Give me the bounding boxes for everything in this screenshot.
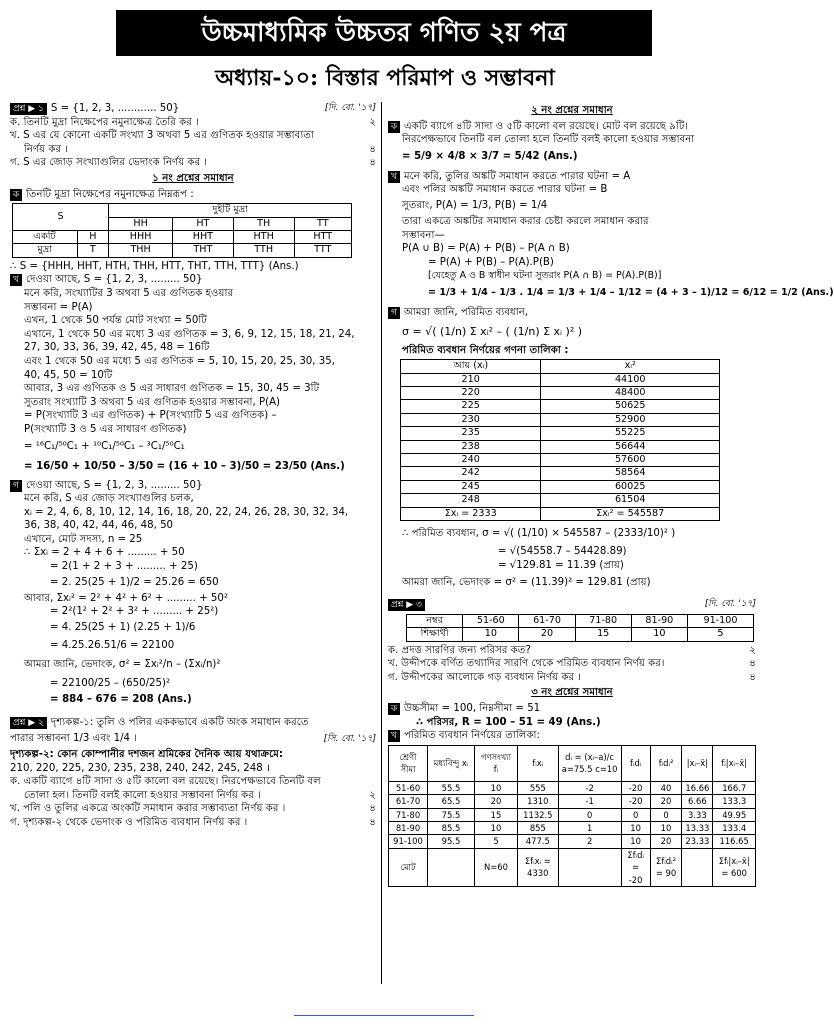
text-value: 855 <box>518 821 559 834</box>
text-value: ক. প্রদত্ত সারণির জন্য পরিসর কত? <box>388 644 531 656</box>
question-tag: প্রশ্ন ▶ ২ <box>10 717 47 729</box>
text-value: 60025 <box>541 480 720 493</box>
question-1-part-c <box>10 156 376 170</box>
question-2-part-a-cont <box>10 789 376 803</box>
text-value: মনে করি, তুলির অঙ্কটি সমাধান করতে পারার ঘটনা = A <box>404 170 631 182</box>
board-source: [সি. বো. '১৭] <box>323 734 376 745</box>
question-2-scenario-2: দৃশ্যকল্প-২: কোন কোম্পানীর দশজন শ্রমিকের দৈনিক আয় যথাক্রমে: <box>10 749 283 761</box>
text-value: 235 <box>401 427 541 440</box>
text-value: দেওয়া আছে, S = {1, 2, 3, ......... 50} <box>26 479 203 491</box>
text-value: fᵢxᵢ <box>518 745 559 781</box>
text-value: গ. S এর জোড় সংখ্যাগুলির ভেদাংক নির্ণয় কর । <box>10 157 208 169</box>
text-value: শিক্ষার্থী <box>407 628 463 641</box>
variance-result: আমরা জানি, ভেদাংক = σ² = (11.39)² = 129.81 (প্রায়) <box>402 577 651 589</box>
text-value: HHH <box>109 230 173 243</box>
text-value: HTT <box>294 230 351 243</box>
text-value: 133.3 <box>713 795 756 808</box>
text-value: Σfᵢxᵢ = 4330 <box>518 848 559 886</box>
text-value: একটি <box>13 230 78 243</box>
part-marker: গ <box>388 307 400 319</box>
solution-1b-line: P(সংখ্যাটি 3 ও 5 এর সাধারণ গুণিতক) <box>24 423 187 435</box>
solution-1c-line: এখানে, মোট সদস্য, n = 25 <box>24 533 143 545</box>
text-value: গ. দৃশ্যকল্প-২ থেকে ভেদাংক ও পরিমিত ব্যবধান নির্ণয় কর । <box>10 817 248 828</box>
text-value: 245 <box>401 480 541 493</box>
solution-1c-line: মনে করি, S এর জোড় সংখ্যাগুলির চলক, <box>24 493 194 505</box>
solution-1c-line: = 22100/25 – (650/25)² <box>50 677 171 689</box>
text-value: 13.33 <box>682 821 713 834</box>
question-1-stem <box>10 102 376 116</box>
text-value: দেওয়া আছে, S = {1, 2, 3, ......... 50} <box>26 274 203 286</box>
board-source: [দি. বো. '১৭] <box>324 103 376 113</box>
solution-1c-line: ∴ Σxᵢ = 2 + 4 + 6 + ......... + 50 <box>24 547 185 559</box>
solution-1c-line <box>10 479 376 493</box>
text-value: 55225 <box>541 427 720 440</box>
question-tag: প্রশ্ন ▶ ৩ <box>388 599 425 611</box>
text-value: ৪ <box>369 803 376 815</box>
text-value: পরিমিত ব্যবধান নির্ণয়ের তালিকা: <box>404 730 540 742</box>
text-value: শ্রেণী সীমা <box>389 745 428 781</box>
solution-1b-line: 40, 45, 50 = 10টি <box>24 369 113 381</box>
sd-calc-line: ∴ পরিমিত ব্যবধান, σ = √( (1/10) × 545587 – (2333/10)² ) <box>402 528 676 539</box>
text-value: Σfᵢdᵢ² = 90 <box>650 848 682 886</box>
text-value: নম্বর <box>407 614 463 627</box>
text-value: 133.4 <box>713 821 756 834</box>
text-value: 20 <box>519 628 575 641</box>
solution-1b-line: 27, 30, 33, 36, 39, 42, 45, 48 = 16টি <box>24 342 210 354</box>
text-value: 16.66 <box>682 781 713 794</box>
text-value: HH <box>109 217 173 230</box>
solution-1c-answer: = 884 – 676 = 208 (Ans.) <box>50 693 192 705</box>
text-value: 50625 <box>541 400 720 413</box>
text-value: 56644 <box>541 440 720 453</box>
text-value: 242 <box>401 467 541 480</box>
solution-2b-line: [যেহেতু A ও B স্বাধীন ঘটনা সুতরাং P(A ∩ B) = P(A).P(B)] <box>428 270 662 282</box>
solution-2b-line: সুতরাং, P(A) = 1/3, P(B) = 1/4 <box>402 199 548 211</box>
question-2-part-a: ক. একটি ব্যাগে ৪টি সাদা ও ৫টি কালো বল রয়েছে। নিরপেক্ষভাবে তিনটি বল <box>10 776 321 788</box>
text-value: HHT <box>173 230 234 243</box>
solution-1b-line <box>10 273 376 287</box>
solution-1b-line: এখন, 1 থেকে 50 পর্যন্ত মোট সংখ্যা = 50টি <box>24 315 207 327</box>
solution-1b-line: = P(সংখ্যাটি 3 এর গুণিতক) + P(সংখ্যাটি 5 এর গুণিতক) – <box>24 410 277 422</box>
text-value: 52900 <box>541 413 720 426</box>
solution-1b-line: সম্ভাবনা = P(A) <box>24 301 93 313</box>
text-value: 10 <box>475 821 518 834</box>
text-value: Σxᵢ = 2333 <box>401 507 541 520</box>
text-value: H <box>77 230 109 243</box>
text-value: 91-100 <box>687 614 753 627</box>
solution-3a-line <box>388 702 756 716</box>
text-value: 6.66 <box>682 795 713 808</box>
solution-2b-line: P(A ∪ B) = P(A) + P(B) – P(A ∩ B) <box>402 243 570 255</box>
text-value: ২ <box>749 644 756 656</box>
text-value: HTH <box>233 230 294 243</box>
text-value: 20 <box>650 835 682 848</box>
text-value: 3.33 <box>682 808 713 821</box>
text-value: TT <box>294 217 351 230</box>
text-value: -1 <box>558 795 621 808</box>
text-value: 225 <box>401 400 541 413</box>
text-value: 210 <box>401 373 541 386</box>
solution-2b-line: = P(A) + P(B) – P(A).P(B) <box>428 256 554 268</box>
text-value: 0 <box>650 808 682 821</box>
solution-1c-line: আমরা জানি, ভেদাংক, σ² = Σxᵢ²/n – (Σxᵢ/n)² <box>24 658 221 670</box>
question-2-part-c <box>10 816 376 830</box>
text-value: 248 <box>401 494 541 507</box>
text-value: ক. তিনটি মুদ্রা নিক্ষেপের নমুনাক্ষেত্র তৈরি কর । <box>10 116 199 128</box>
text-value: তোলা হল। তিনটি বলই কালো হওয়ার সম্ভাবনা নির্ণয় কর । <box>24 789 261 801</box>
text-value: পারার সম্ভাবনা 1/3 এবং 1/4 । <box>10 733 137 745</box>
question-3-part-c <box>388 671 756 685</box>
column-divider <box>381 102 382 984</box>
solution-2a-line: নিরপেক্ষভাবে তিনটি বল তোলা হলে তিনটি বলই কালো হওয়ার সম্ভাবনা <box>402 134 695 146</box>
solution-1b-line: এখানে, 1 থেকে 50 এর মধ্যে 3 এর গুণিতক = 3, 6, 9, 12, 15, 18, 21, 24, <box>24 328 355 340</box>
text-value: |xᵢ–x̄| <box>682 745 713 781</box>
text-value: 57600 <box>541 453 720 466</box>
text-value: fᵢdᵢ² <box>650 745 682 781</box>
question-2-incomes: 210, 220, 225, 230, 235, 238, 240, 242, 245, 248 । <box>10 762 270 774</box>
text-value: ৪ <box>749 671 756 683</box>
question-3-part-a <box>388 644 756 658</box>
text-value: 51-60 <box>389 781 428 794</box>
text-value <box>558 848 621 886</box>
part-marker: ক <box>388 703 400 715</box>
text-value: তিনটি মুদ্রা নিক্ষেপের নমুনাক্ষেত্র নিম্নরূপ : <box>26 188 194 200</box>
text-value: 48400 <box>541 386 720 399</box>
solution-1c-line: = 2. 25(25 + 1)/2 = 25.26 = 650 <box>50 576 219 588</box>
text-value: গ. উদ্দীপকের আলোকে গড় ব্যবধান নির্ণয় কর । <box>388 671 581 683</box>
text-value: 85.5 <box>428 821 475 834</box>
solution-2a-answer: = 5/9 × 4/8 × 3/7 = 5/42 (Ans.) <box>402 150 578 162</box>
text-value: 1 <box>558 821 621 834</box>
text-value: -20 <box>621 781 650 794</box>
solution-1b-line: আবার, 3 এর গুণিতক ও 5 এর সাধারণ গুণিতক = 15, 30, 45 = 3টি <box>24 383 320 395</box>
text-value: TTH <box>233 244 294 257</box>
text-value: TTT <box>294 244 351 257</box>
part-marker: ক <box>10 189 22 201</box>
text-value: 20 <box>475 795 518 808</box>
text-value: উচ্চসীমা = 100, নিম্নসীমা = 51 <box>404 702 541 714</box>
sd-calc-line: = √129.81 = 11.39 (প্রায়) <box>498 559 624 571</box>
question-tag: প্রশ্ন ▶ ১ <box>10 103 47 115</box>
text-value: 10 <box>631 628 687 641</box>
text-value: 5 <box>475 835 518 848</box>
solution-1c-line: আবার, Σxᵢ² = 2² + 4² + 6² + ......... + 50² <box>24 592 228 604</box>
text-value: 230 <box>401 413 541 426</box>
text-value: dᵢ = (xᵢ–a)/c a=75.5 c=10 <box>558 745 621 781</box>
text-value: 49.95 <box>713 808 756 821</box>
text-value: fᵢdᵢ <box>621 745 650 781</box>
text-value: মোট <box>389 848 428 886</box>
text-value: 71-80 <box>389 808 428 821</box>
text-value: S <box>13 204 109 231</box>
solution-2b-line: সম্ভাবনা— <box>402 229 445 241</box>
text-value: 61-70 <box>389 795 428 808</box>
question-2-scenario-1 <box>10 716 376 730</box>
solution-1c-line: 36, 38, 40, 42, 44, 46, 48, 50 <box>24 520 174 532</box>
sample-space-table <box>12 203 352 258</box>
text-value: 58564 <box>541 467 720 480</box>
question-2-part-b <box>10 802 376 816</box>
marks-frequency-table <box>406 614 754 642</box>
text-value: খ. পলি ও তুলির একত্রে অংকটি সমাধান করার সম্ভাব্যতা নির্ণয় কর । <box>10 803 286 815</box>
text-value: 10 <box>621 821 650 834</box>
solution-2b-answer: = 1/3 + 1/4 – 1/3 . 1/4 = 1/3 + 1/4 – 1/12 = (4 + 3 – 1)/12 = 6/12 = 1/2 (Ans.) <box>428 286 834 298</box>
solution-1a-intro <box>10 188 376 202</box>
solution-1b-line: মনে করি, সংখ্যাটির 3 অথবা 5 এর গুণিতক হওয়ার <box>24 287 234 299</box>
text-value: THT <box>173 244 234 257</box>
text-value: T <box>77 244 109 257</box>
text-value: ২ <box>369 789 376 801</box>
text-value: 15 <box>475 808 518 821</box>
text-value: আয় (xᵢ) <box>401 360 541 373</box>
text-value: 81-90 <box>389 821 428 834</box>
text-value: 44100 <box>541 373 720 386</box>
text-value: 55.5 <box>428 781 475 794</box>
book-title-banner: উচ্চমাধ্যমিক উচ্চতর গণিত ২য় পত্র <box>116 10 652 56</box>
text-value: 20 <box>650 795 682 808</box>
text-value: fᵢ|xᵢ–x̄| <box>713 745 756 781</box>
part-marker: খ <box>388 171 400 183</box>
text-value: HT <box>173 217 234 230</box>
text-value <box>428 848 475 886</box>
grouped-sd-table <box>388 745 756 887</box>
solution-1b-line: সুতরাং সংখ্যাটি 3 অথবা 5 এর গুণিতক হওয়ার সম্ভাবনা, P(A) <box>24 396 281 408</box>
text-value: Σxᵢ² = 545587 <box>541 507 720 520</box>
text-value: দৃশ্যকল্প-১: তুলি ও পলির এককভাবে একটি অংক সমাধান করতে <box>50 717 309 729</box>
text-value: 1310 <box>518 795 559 808</box>
solution-2-heading: ২ নং প্রশ্নের সমাধান <box>531 105 613 116</box>
text-value: নির্ণয় কর । <box>24 143 69 155</box>
solution-1c-line: = 4. 25(25 + 1) (2.25 + 1)/6 <box>50 621 196 633</box>
text-value: দুইটি মুদ্রা <box>109 204 352 217</box>
question-1-part-a <box>10 116 376 130</box>
sd-calc-line: = √(54558.7 – 54428.89) <box>498 546 627 557</box>
solution-1c-line: = 2²(1² + 2² + 3² + ......... + 25²) <box>50 606 219 618</box>
text-value: ৪ <box>369 157 376 169</box>
text-value <box>682 848 713 886</box>
solution-1c-line: = 2(1 + 2 + 3 + ......... + 25) <box>50 561 198 573</box>
text-value: Σfᵢ|xᵢ–x̄| = 600 <box>713 848 756 886</box>
text-value: মধ্যবিন্দু xᵢ <box>428 745 475 781</box>
text-value: 65.5 <box>428 795 475 808</box>
text-value: 2 <box>558 835 621 848</box>
chapter-title: অধ্যায়-১০: বিস্তার পরিমাপ ও সম্ভাবনা <box>215 65 555 91</box>
text-value: 10 <box>621 835 650 848</box>
text-value: 555 <box>518 781 559 794</box>
text-value: 0 <box>621 808 650 821</box>
sd-calc-table <box>400 359 720 521</box>
text-value: -20 <box>621 795 650 808</box>
solution-2c-line <box>388 306 756 320</box>
left-column <box>10 102 376 830</box>
text-value: 166.7 <box>713 781 756 794</box>
solution-1b-line: = ¹⁶C₁/⁵⁰C₁ + ¹⁰C₁/⁵⁰C₁ – ³C₁/⁵⁰C₁ <box>24 440 185 452</box>
question-3-part-b <box>388 657 756 671</box>
part-marker: ক <box>388 121 400 133</box>
solution-2b-line <box>388 170 756 184</box>
text-value: 0 <box>558 808 621 821</box>
text-value: TH <box>233 217 294 230</box>
question-1-part-b <box>10 129 376 143</box>
solution-3-heading: ৩ নং প্রশ্নের সমাধান <box>531 687 613 699</box>
text-value: xᵢ² <box>541 360 720 373</box>
text-value: 116.65 <box>713 835 756 848</box>
text-value: S = {1, 2, 3, ............ 50} <box>50 103 180 114</box>
text-value: 15 <box>575 628 631 641</box>
solution-3b-title <box>388 729 756 743</box>
text-value: গণসংখ্যা fᵢ <box>475 745 518 781</box>
solution-2a-line <box>388 120 756 134</box>
solution-1a-answer: ∴ S = {HHH, HHT, HTH, THH, HTT, THT, TTH, TTT} (Ans.) <box>10 260 299 272</box>
solution-1b-answer: = 16/50 + 10/50 – 3/50 = (16 + 10 – 3)/50 = 23/50 (Ans.) <box>24 460 345 472</box>
text-value: 91-100 <box>389 835 428 848</box>
text-value: 1132.5 <box>518 808 559 821</box>
part-marker: খ <box>10 274 22 286</box>
solution-2b-line: এবং পলির অঙ্কটি সমাধান করতে পারার ঘটনা = B <box>402 184 608 196</box>
solution-1b-line: এবং 1 থেকে 50 এর মধ্যে 5 এর গুণিতক = 5, 10, 15, 20, 25, 30, 35, <box>24 355 335 367</box>
text-value: খ. S এর যে কোনো একটি সংখ্যা 3 অথবা 5 এর গুণিতক হওয়ার সম্ভাব্যতা <box>10 130 314 142</box>
sd-formula: σ = √( (1/n) Σ xᵢ² – ( (1/n) Σ xᵢ )² ) <box>402 324 583 338</box>
text-value: মুদ্রা <box>13 244 78 257</box>
text-value: 220 <box>401 386 541 399</box>
text-value: 75.5 <box>428 808 475 821</box>
text-value: 10 <box>463 628 519 641</box>
text-value: একটি ব্যাগে ৪টি সাদা ও ৫টি কালো বল রয়েছে। মোট বল রয়েছে ৯টি। <box>404 120 689 132</box>
sd-table-title: পরিমিত ব্যবধান নির্ণয়ের গণনা তালিকা : <box>402 344 569 356</box>
text-value: 95.5 <box>428 835 475 848</box>
text-value: 51-60 <box>463 614 519 627</box>
text-value: 71-80 <box>575 614 631 627</box>
text-value: 240 <box>401 453 541 466</box>
text-value: 23.33 <box>682 835 713 848</box>
solution-1c-line: xᵢ = 2, 4, 6, 8, 10, 12, 14, 16, 18, 20, 22, 24, 26, 28, 30, 32, 34, <box>24 506 349 518</box>
text-value: 5 <box>687 628 753 641</box>
text-value: Σfᵢdᵢ = -20 <box>621 848 650 886</box>
solution-1-heading: ১ নং প্রশ্নের সমাধান <box>152 172 234 184</box>
text-value: 477.5 <box>518 835 559 848</box>
text-value: খ. উদ্দীপকে বর্ণিত তথ্যাদির সারণি থেকে পরিমিত ব্যবধান নির্ণয় কর। <box>388 658 665 670</box>
text-value: ৪ <box>749 658 756 670</box>
text-value: 81-90 <box>631 614 687 627</box>
question-2-scenario-1-cont <box>10 730 376 748</box>
solution-3a-answer: ∴ পরিসর, R = 100 – 51 = 49 (Ans.) <box>416 716 601 728</box>
text-value: 61504 <box>541 494 720 507</box>
text-value: -2 <box>558 781 621 794</box>
right-column <box>388 102 834 889</box>
text-value: 40 <box>650 781 682 794</box>
footer-rule <box>294 1015 474 1016</box>
text-value: 10 <box>650 821 682 834</box>
text-value: ২ <box>369 116 376 128</box>
solution-1c-line: = 4.25.26.51/6 = 22100 <box>50 639 175 651</box>
part-marker: খ <box>388 730 400 742</box>
solution-2b-line: তারা একত্রে অঙ্কটির সমাধান করার চেষ্টা করলে সমাধান করার <box>402 215 649 227</box>
text-value: 10 <box>475 781 518 794</box>
text-value: ৪ <box>369 143 376 155</box>
text-value: THH <box>109 244 173 257</box>
text-value: 61-70 <box>519 614 575 627</box>
text-value: N=60 <box>475 848 518 886</box>
text-value: ৪ <box>369 817 376 828</box>
part-marker: গ <box>10 480 22 492</box>
question-3-header <box>388 598 756 612</box>
board-source: [দি. বো. '১৭] <box>704 599 756 610</box>
text-value: আমরা জানি, পরিমিত ব্যবধান, <box>404 306 529 318</box>
text-value: 238 <box>401 440 541 453</box>
question-1-part-b-cont <box>10 143 376 157</box>
